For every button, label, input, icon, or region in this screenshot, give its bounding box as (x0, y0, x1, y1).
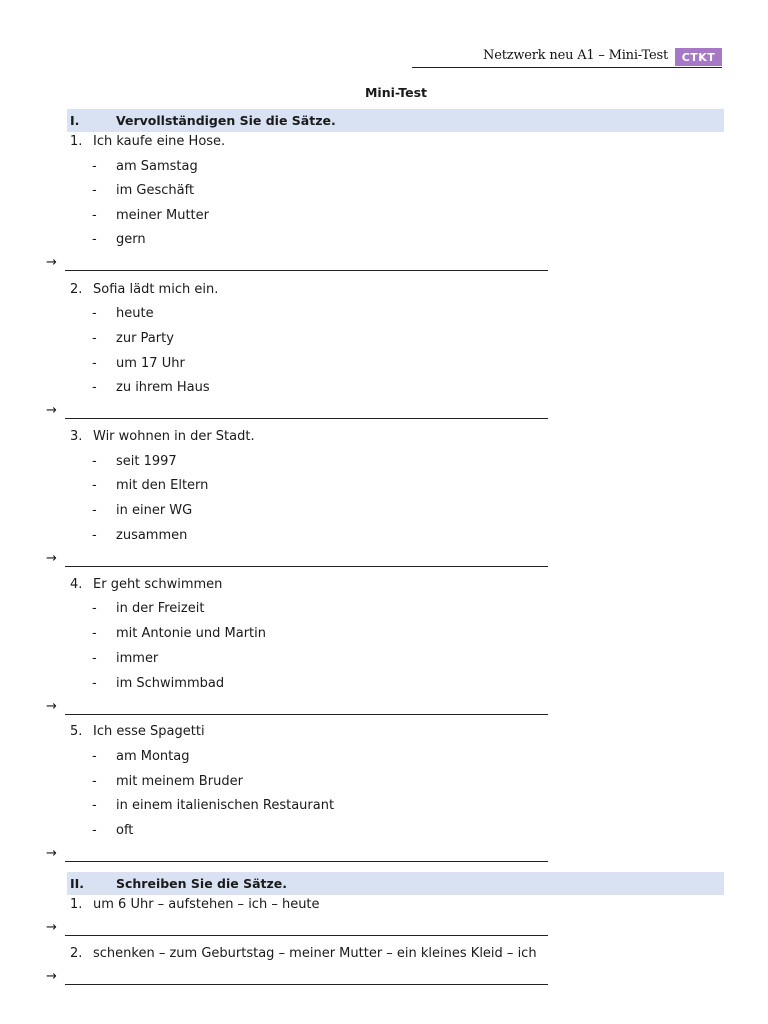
item-number: 2. (70, 946, 83, 961)
item-text: Wir wohnen in der Stadt. (93, 429, 255, 444)
section-number: I. (70, 113, 80, 128)
arrow-icon: → (46, 699, 57, 714)
sentence-part: - am Montag (92, 749, 190, 764)
item-text: Sofia lädt mich ein. (93, 282, 219, 297)
item-number: 1. (70, 897, 83, 912)
item-number: 2. (70, 282, 83, 297)
sentence-part: - in einem italienischen Restaurant (92, 798, 335, 813)
item-text: Ich kaufe eine Hose. (93, 134, 226, 149)
sentence-part: - mit meinem Bruder (92, 774, 243, 789)
page-header (412, 46, 722, 68)
arrow-icon: → (46, 551, 57, 566)
item-number: 5. (70, 724, 83, 739)
arrow-icon: → (46, 403, 57, 418)
header-title: Netzwerk neu A1 – Mini-Test (483, 48, 668, 63)
answer-line[interactable] (46, 405, 548, 421)
sentence-part: - immer (92, 651, 159, 666)
item-number: 1. (70, 134, 83, 149)
section-title: Schreiben Sie die Sätze. (116, 876, 288, 891)
answer-line[interactable] (46, 553, 548, 569)
sentence-part: - um 17 Uhr (92, 356, 185, 371)
answer-line[interactable] (46, 971, 548, 987)
exercise-item-3 (70, 429, 255, 447)
section-title: Vervollständigen Sie die Sätze. (116, 113, 336, 128)
exercise-item-6 (70, 897, 320, 915)
item-number: 4. (70, 577, 83, 592)
page-title: Mini-Test (364, 85, 428, 100)
header-badge: CTKT (675, 48, 722, 66)
sentence-part: - mit Antonie und Martin (92, 626, 267, 641)
section-number: II. (70, 876, 85, 891)
arrow-icon: → (46, 846, 57, 861)
exercise-item-1 (70, 134, 225, 152)
item-text: Ich esse Spagetti (93, 724, 205, 739)
sentence-part: - mit den Eltern (92, 478, 209, 493)
item-text: schenken – zum Geburtstag – meiner Mutter – ein kleines Kleid – ich (93, 946, 537, 961)
sentence-part: - im Schwimmbad (92, 676, 225, 691)
item-text: Er geht schwimmen (93, 577, 223, 592)
sentence-part: - am Samstag (92, 159, 198, 174)
sentence-part: - in einer WG (92, 503, 193, 518)
sentence-part: - zusammen (92, 528, 188, 543)
answer-line[interactable] (46, 701, 548, 717)
sentence-part: - im Geschäft (92, 183, 195, 198)
exercise-item-7 (70, 946, 537, 964)
sentence-part: - in der Freizeit (92, 601, 205, 616)
answer-line[interactable] (46, 922, 548, 938)
sentence-part: - gern (92, 232, 146, 247)
sentence-part: - heute (92, 306, 154, 321)
exercise-item-5 (70, 724, 205, 742)
sentence-part: - seit 1997 (92, 454, 177, 469)
sentence-part: - meiner Mutter (92, 208, 209, 223)
arrow-icon: → (46, 920, 57, 935)
sentence-part: - oft (92, 823, 134, 838)
answer-line[interactable] (46, 257, 548, 273)
section-header-2 (67, 872, 724, 895)
section-header-1 (67, 109, 724, 132)
sentence-part: - zu ihrem Haus (92, 380, 210, 395)
sentence-part: - zur Party (92, 331, 174, 346)
exercise-item-4 (70, 577, 222, 595)
item-number: 3. (70, 429, 83, 444)
exercise-item-2 (70, 282, 218, 300)
arrow-icon: → (46, 255, 57, 270)
answer-line[interactable] (46, 848, 548, 864)
item-text: um 6 Uhr – aufstehen – ich – heute (93, 897, 320, 912)
arrow-icon: → (46, 969, 57, 984)
